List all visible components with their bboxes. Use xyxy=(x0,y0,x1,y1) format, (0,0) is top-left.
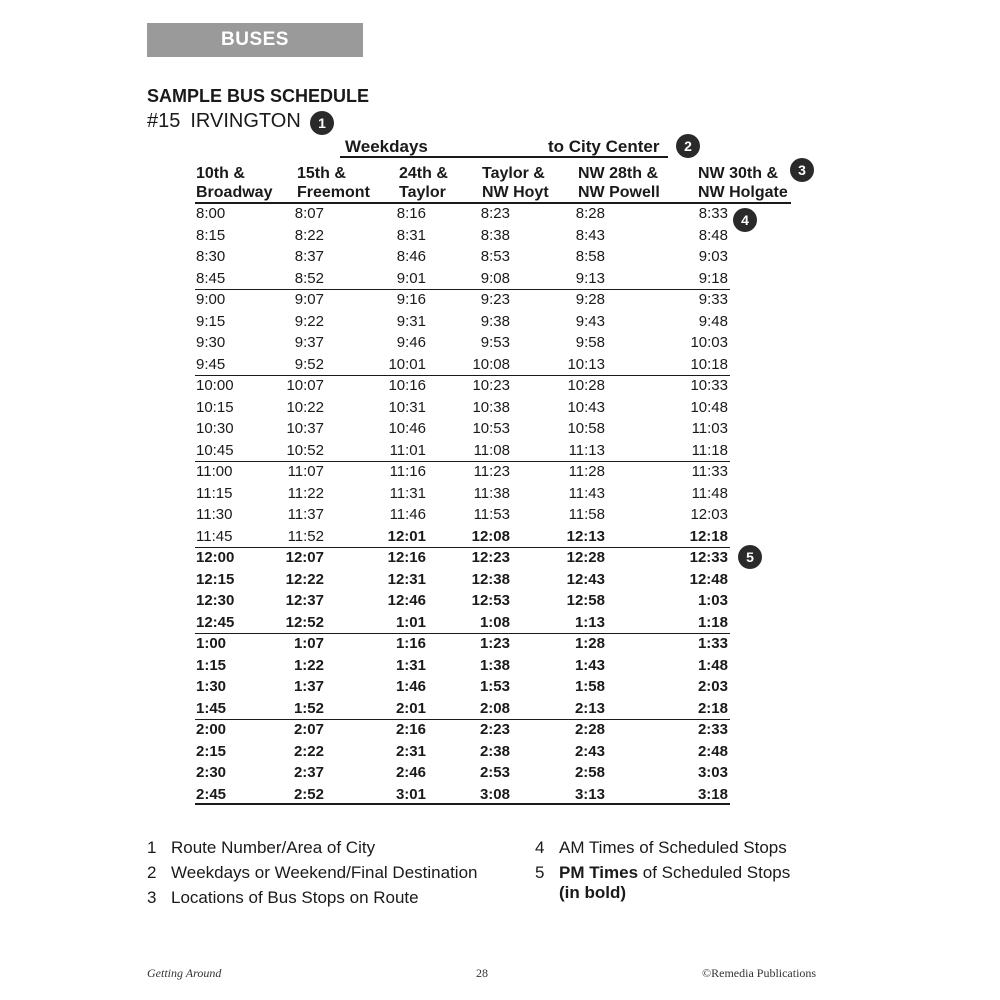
time-cell: 12:23 xyxy=(471,549,510,566)
time-cell: 9:52 xyxy=(294,355,324,373)
time-cell: 11:23 xyxy=(473,463,510,480)
time-cell: 1:43 xyxy=(574,656,605,674)
time-cell: 11:15 xyxy=(196,484,233,502)
time-cell: 9:16 xyxy=(396,291,426,308)
table-row xyxy=(0,504,1000,526)
time-cell: 12:00 xyxy=(196,549,235,566)
table-row xyxy=(0,698,1000,720)
time-cell: 1:37 xyxy=(293,678,324,695)
time-cell: 2:07 xyxy=(293,721,324,738)
days-label: Weekdays xyxy=(345,137,428,156)
time-cell: 1:23 xyxy=(479,635,510,652)
time-cell: 2:31 xyxy=(395,742,426,760)
time-cell: 9:58 xyxy=(575,334,605,351)
time-cell: 9:30 xyxy=(196,334,226,351)
time-cell: 12:46 xyxy=(387,592,426,609)
time-cell: 8:53 xyxy=(480,248,510,265)
time-cell: 9:48 xyxy=(698,312,728,330)
time-cell: 9:01 xyxy=(396,269,426,287)
stop-header-6: NW 30th & NW Holgate xyxy=(698,165,788,201)
time-cell: 9:53 xyxy=(480,334,510,351)
time-cell: 10:00 xyxy=(196,377,234,394)
time-cell: 1:28 xyxy=(574,635,605,652)
table-row xyxy=(0,784,1000,806)
time-cell: 2:00 xyxy=(196,721,227,738)
time-cell: 8:23 xyxy=(480,205,510,222)
time-cell: 10:28 xyxy=(567,377,605,394)
table-row xyxy=(0,655,1000,677)
time-cell: 12:48 xyxy=(689,570,728,588)
time-cell: 2:48 xyxy=(697,742,728,760)
time-cell: 12:45 xyxy=(196,613,235,631)
table-row xyxy=(0,741,1000,763)
time-cell: 1:45 xyxy=(196,699,227,717)
time-cell: 10:33 xyxy=(690,377,728,394)
time-cell: 10:03 xyxy=(690,334,728,351)
time-cell: 1:52 xyxy=(293,699,324,717)
time-cell: 10:08 xyxy=(472,355,510,373)
time-cell: 8:46 xyxy=(396,248,426,265)
time-cell: 11:37 xyxy=(287,506,324,523)
route-heading xyxy=(147,110,301,133)
time-cell: 12:03 xyxy=(690,506,728,523)
page-title: SAMPLE BUS SCHEDULE xyxy=(147,86,370,106)
time-cell: 8:15 xyxy=(196,226,226,244)
time-cell: 10:16 xyxy=(388,377,426,394)
time-cell: 11:52 xyxy=(287,527,324,545)
time-cell: 11:48 xyxy=(691,484,728,502)
time-cell: 12:13 xyxy=(566,527,605,545)
time-cell: 2:18 xyxy=(697,699,728,717)
time-cell: 3:18 xyxy=(697,785,728,803)
time-cell: 12:15 xyxy=(196,570,235,588)
time-cell: 2:53 xyxy=(479,764,510,781)
route-number: #15 xyxy=(147,110,181,132)
time-cell: 2:46 xyxy=(395,764,426,781)
time-cell: 10:22 xyxy=(286,398,324,416)
table-row xyxy=(0,762,1000,784)
table-row xyxy=(0,612,1000,634)
callout-badge-2: 2 xyxy=(676,134,700,158)
time-cell: 10:58 xyxy=(567,420,605,437)
table-row xyxy=(0,526,1000,548)
time-cell: 9:31 xyxy=(396,312,426,330)
time-cell: 9:28 xyxy=(575,291,605,308)
time-cell: 9:15 xyxy=(196,312,226,330)
time-cell: 11:22 xyxy=(287,484,324,502)
time-cell: 2:30 xyxy=(196,764,227,781)
time-cell: 8:45 xyxy=(196,269,226,287)
time-cell: 9:18 xyxy=(698,269,728,287)
time-cell: 2:45 xyxy=(196,785,227,803)
direction-underline xyxy=(340,156,668,158)
time-cell: 9:22 xyxy=(294,312,324,330)
table-row xyxy=(0,676,1000,698)
time-cell: 11:58 xyxy=(568,506,605,523)
time-cell: 2:33 xyxy=(697,721,728,738)
time-cell: 2:22 xyxy=(293,742,324,760)
legend-right xyxy=(535,837,790,902)
time-cell: 2:13 xyxy=(574,699,605,717)
time-cell: 8:07 xyxy=(294,205,324,222)
table-row xyxy=(0,440,1000,462)
time-cell: 12:18 xyxy=(689,527,728,545)
time-cell: 3:13 xyxy=(574,785,605,803)
table-row xyxy=(0,483,1000,505)
legend-item-1: 1 Route Number/Area of City xyxy=(147,838,376,857)
legend-item-5-note: (in bold) xyxy=(559,883,627,902)
table-row xyxy=(0,354,1000,376)
stop-header-5: NW 28th & NW Powell xyxy=(578,165,660,201)
time-cell: 9:00 xyxy=(196,291,226,308)
time-cell: 12:28 xyxy=(566,549,605,566)
table-row xyxy=(0,268,1000,290)
time-cell: 1:01 xyxy=(395,613,426,631)
table-row xyxy=(0,203,1000,225)
destination-label: to City Center xyxy=(548,137,660,156)
time-cell: 8:22 xyxy=(294,226,324,244)
table-row xyxy=(0,332,1000,354)
time-cell: 11:46 xyxy=(389,506,426,523)
time-cell: 2:37 xyxy=(293,764,324,781)
time-cell: 1:53 xyxy=(479,678,510,695)
callout-badge-1: 1 xyxy=(310,111,334,135)
time-cell: 9:37 xyxy=(294,334,324,351)
footer-publisher: ©Remedia Publications xyxy=(702,966,817,980)
table-row xyxy=(0,246,1000,268)
table-row xyxy=(0,418,1000,440)
time-cell: 1:16 xyxy=(395,635,426,652)
time-cell: 9:46 xyxy=(396,334,426,351)
legend-item-3: 3 Locations of Bus Stops on Route xyxy=(147,888,419,907)
table-row xyxy=(0,225,1000,247)
time-cell: 11:18 xyxy=(691,441,728,459)
time-cell: 11:01 xyxy=(389,441,426,459)
table-row xyxy=(0,461,1000,483)
time-cell: 10:45 xyxy=(196,441,234,459)
time-cell: 12:31 xyxy=(387,570,426,588)
time-cell: 12:38 xyxy=(471,570,510,588)
table-row xyxy=(0,289,1000,311)
stop-header-3: 24th & Taylor xyxy=(399,165,448,201)
time-cell: 8:16 xyxy=(396,205,426,222)
time-cell: 11:43 xyxy=(568,484,605,502)
time-cell: 9:33 xyxy=(698,291,728,308)
table-row xyxy=(0,569,1000,591)
time-cell: 10:01 xyxy=(388,355,426,373)
time-cell: 10:48 xyxy=(690,398,728,416)
time-cell: 10:31 xyxy=(388,398,426,416)
time-cell: 8:28 xyxy=(575,205,605,222)
table-bottom-rule xyxy=(195,803,730,805)
time-cell: 2:01 xyxy=(395,699,426,717)
time-cell: 3:03 xyxy=(697,764,728,781)
time-cell: 9:45 xyxy=(196,355,226,373)
time-cell: 11:33 xyxy=(691,463,728,480)
time-cell: 11:30 xyxy=(196,506,233,523)
time-cell: 11:00 xyxy=(196,463,233,480)
legend-item-2: 2 Weekdays or Weekend/Final Destination xyxy=(147,863,478,882)
time-cell: 12:37 xyxy=(285,592,324,609)
time-cell: 12:07 xyxy=(285,549,324,566)
table-row xyxy=(0,590,1000,612)
time-cell: 9:08 xyxy=(480,269,510,287)
time-cell: 8:33 xyxy=(698,205,728,222)
time-cell: 1:48 xyxy=(697,656,728,674)
time-cell: 2:08 xyxy=(479,699,510,717)
legend-left xyxy=(147,837,477,909)
table-row xyxy=(0,375,1000,397)
stop-header-4: Taylor & NW Hoyt xyxy=(482,165,549,201)
time-cell: 8:48 xyxy=(698,226,728,244)
time-cell: 10:18 xyxy=(690,355,728,373)
stop-header-1: 10th & Broadway xyxy=(196,165,273,201)
time-cell: 10:13 xyxy=(567,355,605,373)
time-cell: 10:52 xyxy=(286,441,324,459)
time-cell: 11:31 xyxy=(389,484,426,502)
time-cell: 1:08 xyxy=(479,613,510,631)
time-cell: 1:31 xyxy=(395,656,426,674)
route-name: IRVINGTON xyxy=(190,110,301,132)
time-cell: 12:58 xyxy=(566,592,605,609)
time-cell: 11:03 xyxy=(691,420,728,437)
time-cell: 1:18 xyxy=(697,613,728,631)
time-cell: 1:22 xyxy=(293,656,324,674)
footer-chapter: Getting Around xyxy=(147,966,222,980)
time-cell: 8:30 xyxy=(196,248,226,265)
time-cell: 12:22 xyxy=(285,570,324,588)
time-cell: 3:01 xyxy=(395,785,426,803)
time-cell: 10:38 xyxy=(472,398,510,416)
time-cell: 8:43 xyxy=(575,226,605,244)
time-cell: 1:30 xyxy=(196,678,227,695)
callout-badge-4: 4 xyxy=(733,208,757,232)
time-cell: 1:07 xyxy=(293,635,324,652)
time-cell: 1:38 xyxy=(479,656,510,674)
table-row xyxy=(0,311,1000,333)
time-cell: 11:08 xyxy=(473,441,510,459)
time-cell: 8:00 xyxy=(196,205,226,222)
time-cell: 8:58 xyxy=(575,248,605,265)
time-cell: 2:03 xyxy=(697,678,728,695)
time-cell: 2:16 xyxy=(395,721,426,738)
time-cell: 8:31 xyxy=(396,226,426,244)
time-cell: 12:16 xyxy=(387,549,426,566)
table-row xyxy=(0,547,1000,569)
time-cell: 2:38 xyxy=(479,742,510,760)
time-cell: 12:43 xyxy=(566,570,605,588)
time-cell: 1:15 xyxy=(196,656,227,674)
time-cell: 2:23 xyxy=(479,721,510,738)
time-cell: 2:52 xyxy=(293,785,324,803)
time-cell: 9:43 xyxy=(575,312,605,330)
time-cell: 12:53 xyxy=(471,592,510,609)
table-row xyxy=(0,719,1000,741)
time-cell: 11:38 xyxy=(473,484,510,502)
time-cell: 10:07 xyxy=(286,377,324,394)
time-cell: 2:58 xyxy=(574,764,605,781)
table-row xyxy=(0,397,1000,419)
time-cell: 12:08 xyxy=(471,527,510,545)
time-cell: 10:37 xyxy=(286,420,324,437)
time-cell: 10:30 xyxy=(196,420,234,437)
time-cell: 3:08 xyxy=(479,785,510,803)
time-cell: 8:52 xyxy=(294,269,324,287)
time-cell: 1:33 xyxy=(697,635,728,652)
time-cell: 12:30 xyxy=(196,592,235,609)
callout-badge-5: 5 xyxy=(738,545,762,569)
time-cell: 8:37 xyxy=(294,248,324,265)
time-cell: 10:23 xyxy=(472,377,510,394)
time-cell: 9:03 xyxy=(698,248,728,265)
time-cell: 12:01 xyxy=(387,527,426,545)
time-cell: 10:46 xyxy=(388,420,426,437)
callout-badge-3: 3 xyxy=(790,158,814,182)
time-cell: 1:00 xyxy=(196,635,227,652)
page-number: 28 xyxy=(476,966,488,980)
time-cell: 2:15 xyxy=(196,742,227,760)
time-cell: 9:38 xyxy=(480,312,510,330)
time-cell: 11:53 xyxy=(473,506,510,523)
time-cell: 12:33 xyxy=(689,549,728,566)
time-cell: 11:16 xyxy=(389,463,426,480)
time-cell: 1:58 xyxy=(574,678,605,695)
stop-header-2: 15th & Freemont xyxy=(297,165,370,201)
time-cell: 2:28 xyxy=(574,721,605,738)
time-cell: 10:53 xyxy=(472,420,510,437)
time-cell: 11:07 xyxy=(287,463,324,480)
time-cell: 11:28 xyxy=(568,463,605,480)
time-cell: 10:43 xyxy=(567,398,605,416)
time-cell: 9:13 xyxy=(575,269,605,287)
time-cell: 10:15 xyxy=(196,398,234,416)
section-banner: BUSES xyxy=(147,23,363,57)
legend-item-4: 4 AM Times of Scheduled Stops xyxy=(535,838,787,857)
time-cell: 9:23 xyxy=(480,291,510,308)
time-cell: 12:52 xyxy=(285,613,324,631)
time-cell: 2:43 xyxy=(574,742,605,760)
time-cell: 1:13 xyxy=(574,613,605,631)
time-cell: 9:07 xyxy=(294,291,324,308)
time-cell: 1:03 xyxy=(697,592,728,609)
table-row xyxy=(0,633,1000,655)
time-cell: 11:45 xyxy=(196,527,233,545)
time-cell: 1:46 xyxy=(395,678,426,695)
time-cell: 11:13 xyxy=(568,441,605,459)
time-cell: 8:38 xyxy=(480,226,510,244)
legend-item-5: 5 PM Times of Scheduled Stops xyxy=(535,863,791,882)
